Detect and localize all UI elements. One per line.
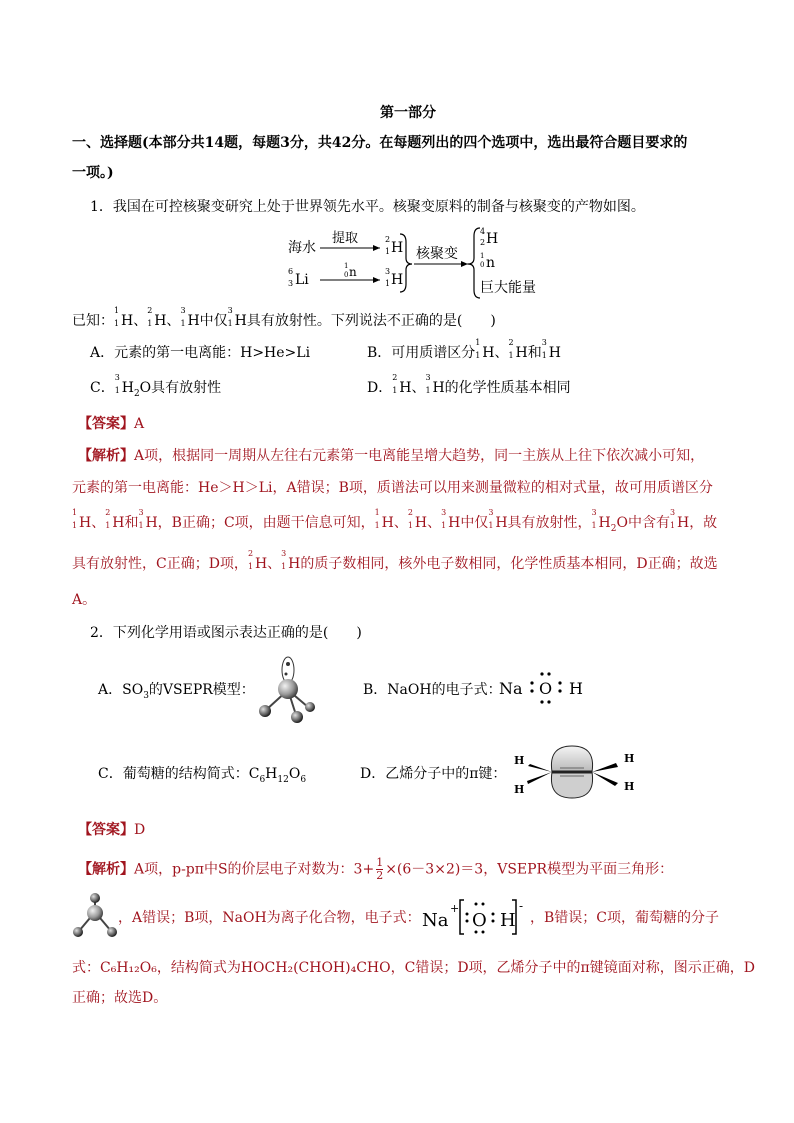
svg-text:1: 1 [385, 279, 391, 288]
q1-analysis-line3: 1 1 H、 2 1 H和 3 1 H，B正确；C项，由题干信息可知， 1 1 H、 2 1 H、 3 1 H中仅 3 1 H具有放射性， 3 1 $H_2O$中含有 3 1 H，故 [72, 508, 718, 534]
diagram-neutron-reagent: n [349, 265, 357, 279]
q1-option-c: C． 3 1 $H_2O$具有放射性 [90, 373, 222, 399]
q2-analysis-line4: 正确；故选D。 [72, 990, 168, 1006]
svg-text:6: 6 [288, 267, 294, 276]
diagram-seawater: 海水 [288, 240, 316, 256]
ethylene-pi-bond-diagram [508, 740, 638, 804]
svg-text:H: H [569, 679, 583, 698]
arrow-neutron-head [373, 277, 380, 283]
q1-fusion-diagram [280, 222, 550, 300]
so3-vsepr-model [256, 652, 320, 726]
svg-text:Na: Na [422, 910, 449, 931]
q1-stem: 1．我国在可控核聚变研究上处于世界领先水平。核聚变原料的制备与核聚变的产物如图。 [90, 199, 645, 215]
q2-option-c: C．葡萄糖的结构简式：$C_6H_{12}O_6$ [98, 766, 307, 785]
svg-text:0: 0 [480, 261, 485, 269]
arrow-extract-head [373, 245, 380, 251]
diagram-tritium: H [391, 272, 404, 288]
q2-analysis-line3: 式：C₆H₁₂O₆，结构简式为HOCH₂(CHOH)₄CHO，C错误；D项，乙烯分子中的π键镜面对称，图示正确，D [72, 960, 755, 976]
svg-text:1: 1 [480, 252, 485, 260]
svg-text:H: H [514, 783, 525, 796]
section-title: 第一部分 [380, 105, 436, 121]
q2-analysis-line1: 【解析】A项，p-pπ中S的价层电子对数为：3+ $\frac{1}{2}$ ×(6－3×2)＝3，VSEPR模型为平面三角形： [78, 856, 674, 882]
svg-text:+: + [450, 902, 460, 915]
left-brace [468, 228, 480, 298]
svg-text:2: 2 [385, 235, 391, 244]
q2-stem: 2．下列化学用语或图示表达正确的是( ) [90, 625, 362, 641]
q2-answer: 【答案】D [78, 822, 146, 838]
q2-option-a: A．$SO_3$的VSEPR模型： [98, 682, 255, 701]
svg-text:4: 4 [480, 227, 486, 236]
svg-text:1: 1 [385, 247, 391, 256]
q2-analysis-line2a: ，A错误；B项，NaOH为离子化合物，电子式： [118, 910, 421, 926]
q1-analysis-line4: 具有放射性，C正确；D项， 2 1 H、 3 1 H的质子数相同，核外电子数相同，化学性质基本相同，D正确；故选 [72, 549, 718, 572]
diagram-neutron-product: n [486, 255, 496, 271]
svg-text:2: 2 [480, 238, 486, 247]
svg-text:-: - [519, 899, 524, 913]
svg-text:H: H [486, 231, 499, 247]
svg-text:3: 3 [288, 279, 294, 288]
svg-text:0: 0 [344, 271, 349, 279]
svg-text:H: H [624, 752, 635, 765]
q2-option-b: B．NaOH的电子式： [363, 682, 502, 698]
q2-analysis-line2b: ，B错误；C项，葡萄糖的分子 [530, 910, 719, 926]
diagram-lithium: Li [295, 272, 309, 288]
q1-option-d: D． 2 1 H、 3 1 H的化学性质基本相同 [367, 373, 571, 396]
diagram-deuterium: H [391, 240, 404, 256]
svg-text:O: O [539, 679, 553, 698]
q2-option-d: D．乙烯分子中的π键： [360, 766, 507, 782]
svg-text:H: H [624, 780, 635, 793]
trigonal-planar-model [72, 892, 118, 940]
q1-answer: 【答案】A [78, 416, 145, 432]
instructions-line2: 一项。) [72, 165, 114, 181]
svg-text:Na: Na [499, 679, 523, 698]
diagram-fusion: 核聚变 [416, 246, 458, 262]
svg-text:H: H [500, 910, 516, 931]
q1-known: 已知： 1 1 H、 2 1 H、 3 1 H中仅 3 1 H具有放射性。下列说法不正确的是( ) [72, 306, 496, 329]
q1-analysis-line2: 元素的第一电离能：He＞H＞Li，A错误；B项，质谱法可以用来测量微粒的相对式量，故可用质谱区分 [72, 480, 713, 496]
diagram-energy: 巨大能量 [480, 280, 536, 296]
svg-text:O: O [472, 910, 487, 931]
q1-option-a: A．元素的第一电离能：H>He>Li [90, 345, 311, 361]
svg-text:1: 1 [344, 262, 349, 270]
q1-analysis-line5: A。 [72, 592, 97, 608]
naoh-ionic-electron-formula [420, 896, 528, 938]
q1-analysis-line1: 【解析】A项，根据同一周期从左往右元素第一电离能呈增大趋势，同一主族从上往下依次减小可知， [78, 448, 705, 464]
svg-text:H: H [514, 754, 525, 767]
q1-option-b: B．可用质谱区分 1 1 H、 2 1 H和 3 1 H [367, 338, 561, 361]
diagram-extract: 提取 [332, 231, 359, 246]
naoh-electron-formula [497, 670, 597, 706]
arrow-fusion-head [461, 261, 468, 267]
instructions-line1: 一、选择题(本部分共14题，每题3分，共42分。在每题列出的四个选项中，选出最符合题目要求的 [72, 135, 688, 151]
svg-text:3: 3 [385, 267, 391, 276]
